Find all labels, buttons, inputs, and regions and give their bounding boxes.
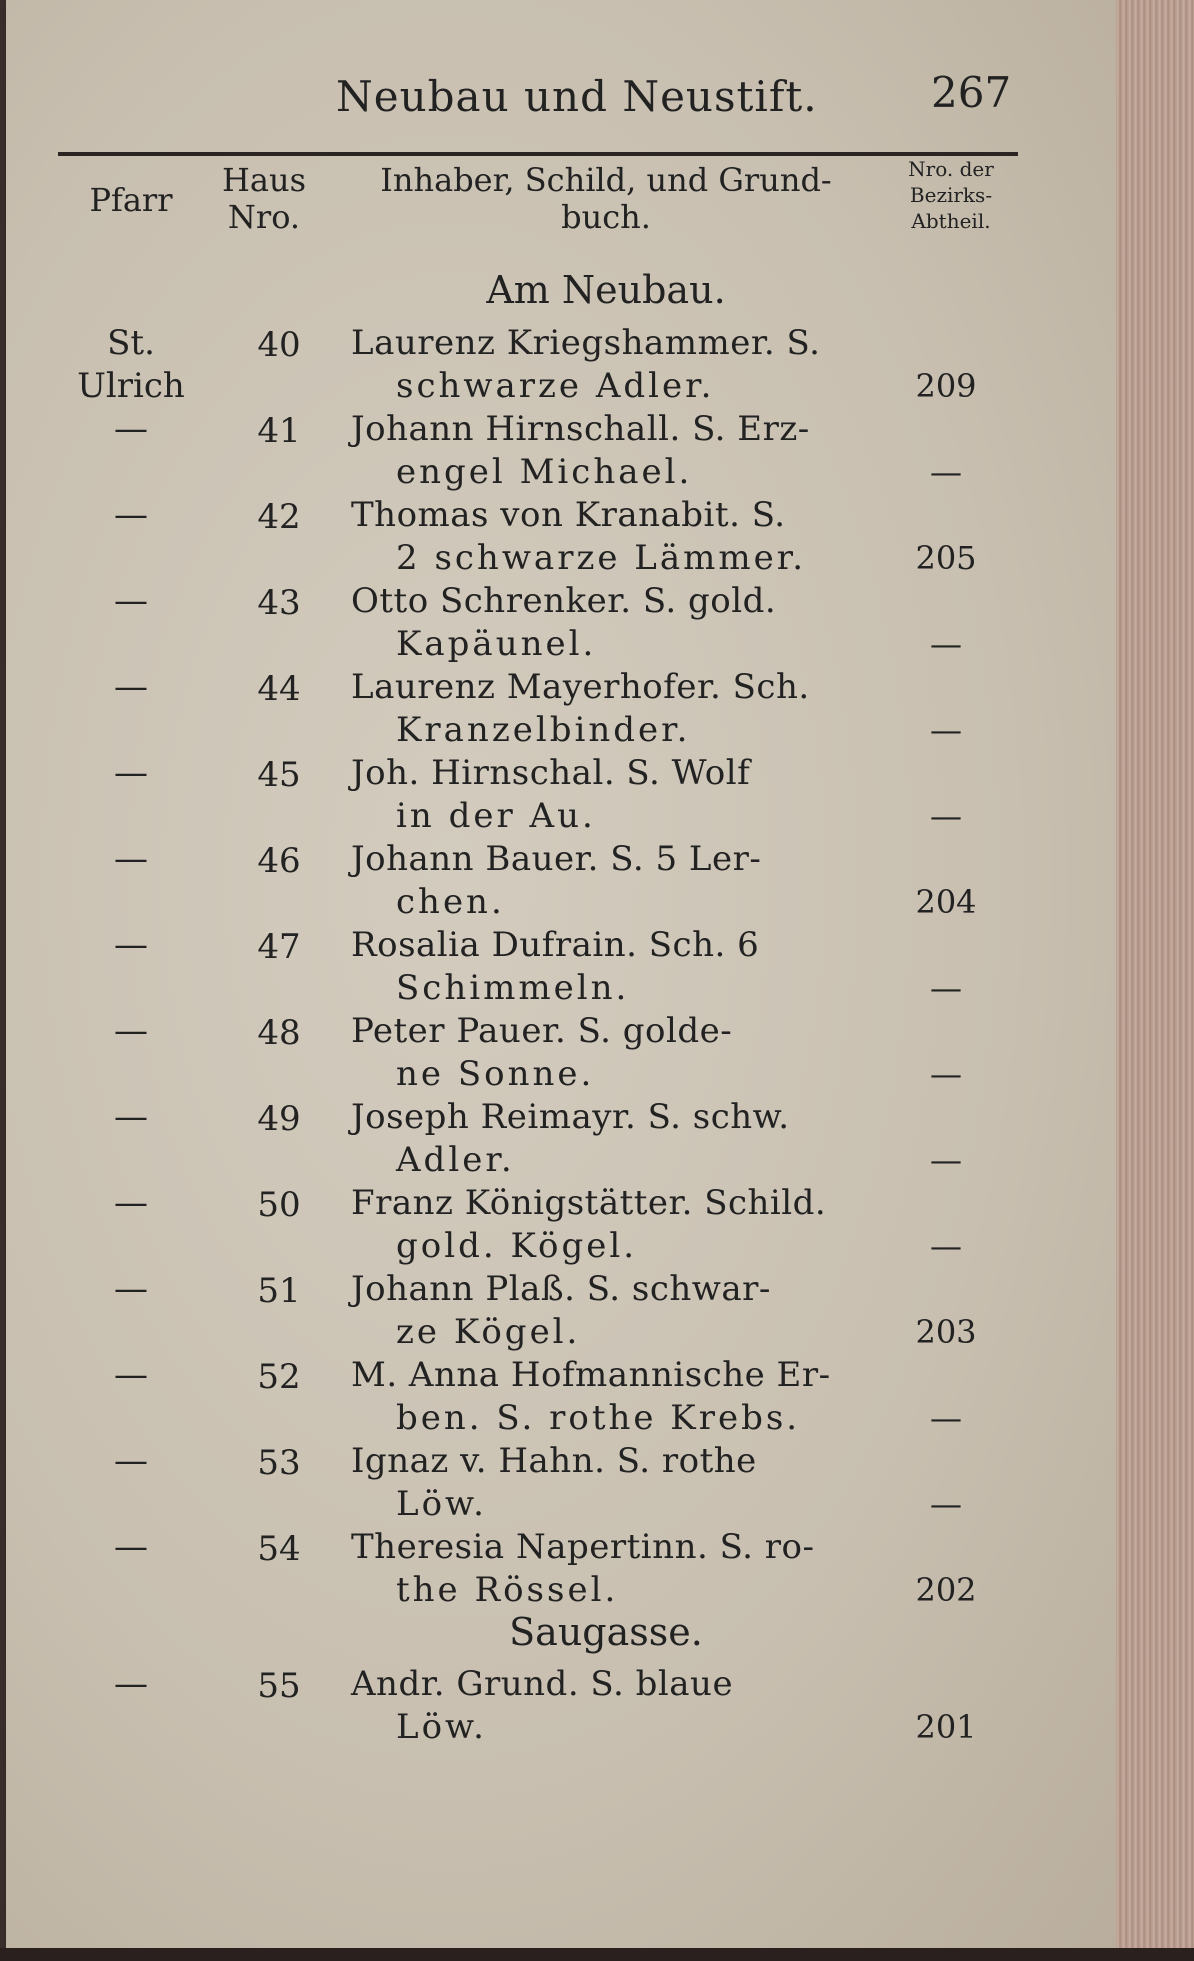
book-page (6, 0, 1116, 1948)
table-row (6, 1526, 1106, 1612)
bezirk-number: — (930, 1399, 962, 1437)
table-row (6, 1354, 1106, 1440)
table-row (6, 494, 1106, 580)
bezirk-number: — (930, 1141, 962, 1179)
entry-line1: Peter Pauer. S. golde- (351, 1011, 733, 1051)
entry-line2: gold. Kögel. (396, 1226, 638, 1266)
table-row (6, 1440, 1106, 1526)
column-header-haus-line2: Nro. (227, 197, 301, 236)
table-row (6, 1182, 1106, 1268)
entry-line1: Johann Plaß. S. schwar- (351, 1269, 771, 1309)
pfarr-text: — (114, 1011, 148, 1051)
haus-number: 40 (257, 325, 301, 365)
pfarr-text: St. (107, 323, 155, 363)
entry-line2: Kapäunel. (396, 624, 597, 664)
table-row (6, 924, 1106, 1010)
table-row (6, 752, 1106, 838)
pfarr-text: — (114, 839, 148, 879)
haus-number: 43 (257, 583, 301, 623)
pfarr-cell (66, 1526, 196, 1569)
entry-line1: Rosalia Dufrain. Sch. 6 (351, 925, 760, 965)
pfarr-cell (66, 838, 196, 881)
haus-number: 52 (257, 1357, 301, 1397)
bezirk-number: 205 (915, 539, 977, 577)
pfarr-text-line2: Ulrich (77, 366, 185, 406)
bezirk-number: 202 (915, 1571, 977, 1609)
table-row (6, 1268, 1106, 1354)
pfarr-cell (66, 1096, 196, 1139)
pfarr-text: — (114, 753, 148, 793)
entry-line2: Löw. (396, 1484, 487, 1524)
entry-line2: 2 schwarze Lämmer. (396, 538, 807, 578)
pfarr-text: — (114, 1097, 148, 1137)
column-header-haus (214, 162, 314, 236)
pfarr-text: — (114, 925, 148, 965)
pfarr-cell (66, 408, 196, 451)
table-row (6, 322, 1106, 408)
pfarr-cell (66, 1010, 196, 1053)
entry-line1: Laurenz Kriegshammer. S. (351, 323, 821, 363)
pfarr-text: — (114, 1183, 148, 1223)
entry-line1: Thomas von Kranabit. S. (351, 495, 786, 535)
column-header-inhaber-line2: buch. (561, 197, 651, 236)
entry-line1: Joh. Hirnschal. S. Wolf (351, 753, 751, 793)
bezirk-number: — (930, 969, 962, 1007)
entry-line2: ze Kögel. (396, 1312, 581, 1352)
haus-number: 45 (257, 755, 301, 795)
haus-number: 48 (257, 1013, 301, 1053)
bezirk-number: 203 (915, 1313, 977, 1351)
entry-line1: Joseph Reimayr. S. schw. (351, 1097, 790, 1137)
entry-line2: engel Michael. (396, 452, 693, 492)
entry-line1: Ignaz v. Hahn. S. rothe (351, 1441, 757, 1481)
entry-line1: Otto Schrenker. S. gold. (351, 581, 777, 621)
haus-number: 53 (257, 1443, 301, 1483)
bezirk-number: 209 (915, 367, 977, 405)
entry-line2: in der Au. (396, 796, 596, 836)
page-number: 267 (931, 68, 1012, 117)
bezirk-number: — (930, 453, 962, 491)
entry-line2: Schimmeln. (396, 968, 630, 1008)
section-heading-saugasse: Saugasse. (509, 1610, 703, 1654)
entry-line2: ne Sonne. (396, 1054, 595, 1094)
haus-number: 44 (257, 669, 301, 709)
table-row (6, 1096, 1106, 1182)
entry-line2: Löw. (396, 1707, 487, 1747)
column-header-inhaber (346, 162, 866, 236)
entry-line2: chen. (396, 882, 505, 922)
table-row (6, 580, 1106, 666)
entry-line1: Laurenz Mayerhofer. Sch. (351, 667, 810, 707)
haus-number: 49 (257, 1099, 301, 1139)
section-heading-am-neubau: Am Neubau. (486, 268, 726, 312)
pfarr-cell (66, 924, 196, 967)
pfarr-cell (66, 580, 196, 623)
pfarr-text: — (114, 1441, 148, 1481)
pfarr-text: — (114, 667, 148, 707)
column-header-bezirk-line1: Nro. der (908, 157, 994, 181)
bezirk-number: 204 (915, 883, 977, 921)
column-header-inhaber-line1: Inhaber, Schild, und Grund- (380, 161, 832, 199)
table-row (6, 838, 1106, 924)
pfarr-cell (66, 1440, 196, 1483)
haus-number: 54 (257, 1529, 301, 1569)
header-rule (58, 152, 1018, 156)
haus-number: 51 (257, 1271, 301, 1311)
bezirk-number: — (930, 1485, 962, 1523)
entry-line2: ben. S. rothe Krebs. (396, 1398, 801, 1438)
pfarr-text: — (114, 1355, 148, 1395)
pfarr-cell (66, 1663, 196, 1706)
entry-line2: schwarze Adler. (396, 366, 715, 406)
pfarr-text: — (114, 1664, 148, 1704)
bezirk-number: — (930, 711, 962, 749)
entry-line2: Adler. (396, 1140, 515, 1180)
table-row (6, 1663, 1106, 1749)
column-header-bezirk-line3: Abtheil. (911, 209, 991, 233)
column-header-haus-line1: Haus (221, 161, 306, 199)
pfarr-cell (66, 1354, 196, 1397)
column-header-bezirk-line2: Bezirks- (909, 183, 993, 207)
entry-line1: M. Anna Hofmannische Er- (351, 1355, 831, 1395)
bezirk-number: — (930, 1227, 962, 1265)
table-row (6, 1010, 1106, 1096)
pfarr-cell (66, 1268, 196, 1311)
entry-line1: Johann Hirnschall. S. Erz- (351, 409, 810, 449)
page-edges (1116, 0, 1194, 1961)
bezirk-number: — (930, 1055, 962, 1093)
bezirk-number: 201 (915, 1708, 977, 1746)
table-row (6, 408, 1106, 494)
haus-number: 50 (257, 1185, 301, 1225)
pfarr-text: — (114, 409, 148, 449)
entry-line2: Kranzelbinder. (396, 710, 691, 750)
haus-number: 42 (257, 497, 301, 537)
table-row (6, 666, 1106, 752)
pfarr-cell (66, 666, 196, 709)
haus-number: 55 (257, 1666, 301, 1706)
column-header-pfarr: Pfarr (89, 181, 173, 219)
bezirk-number: — (930, 797, 962, 835)
pfarr-cell (66, 1182, 196, 1225)
entry-line1: Johann Bauer. S. 5 Ler- (351, 839, 762, 879)
haus-number: 41 (257, 411, 301, 451)
running-head: Neubau und Neustift. (336, 72, 818, 121)
book-bottom-edge (0, 1948, 1194, 1961)
pfarr-text: — (114, 1527, 148, 1567)
haus-number: 46 (257, 841, 301, 881)
pfarr-cell (66, 752, 196, 795)
bezirk-number: — (930, 625, 962, 663)
entry-line2: the Rössel. (396, 1570, 619, 1610)
column-header-bezirk (876, 156, 1026, 234)
pfarr-cell (66, 494, 196, 537)
entry-line1: Theresia Napertinn. S. ro- (351, 1527, 815, 1567)
pfarr-text: — (114, 495, 148, 535)
pfarr-text: — (114, 1269, 148, 1309)
entry-line1: Andr. Grund. S. blaue (351, 1664, 734, 1704)
pfarr-text: — (114, 581, 148, 621)
entry-line1: Franz Königstätter. Schild. (351, 1183, 827, 1223)
haus-number: 47 (257, 927, 301, 967)
pfarr-cell (66, 322, 196, 408)
